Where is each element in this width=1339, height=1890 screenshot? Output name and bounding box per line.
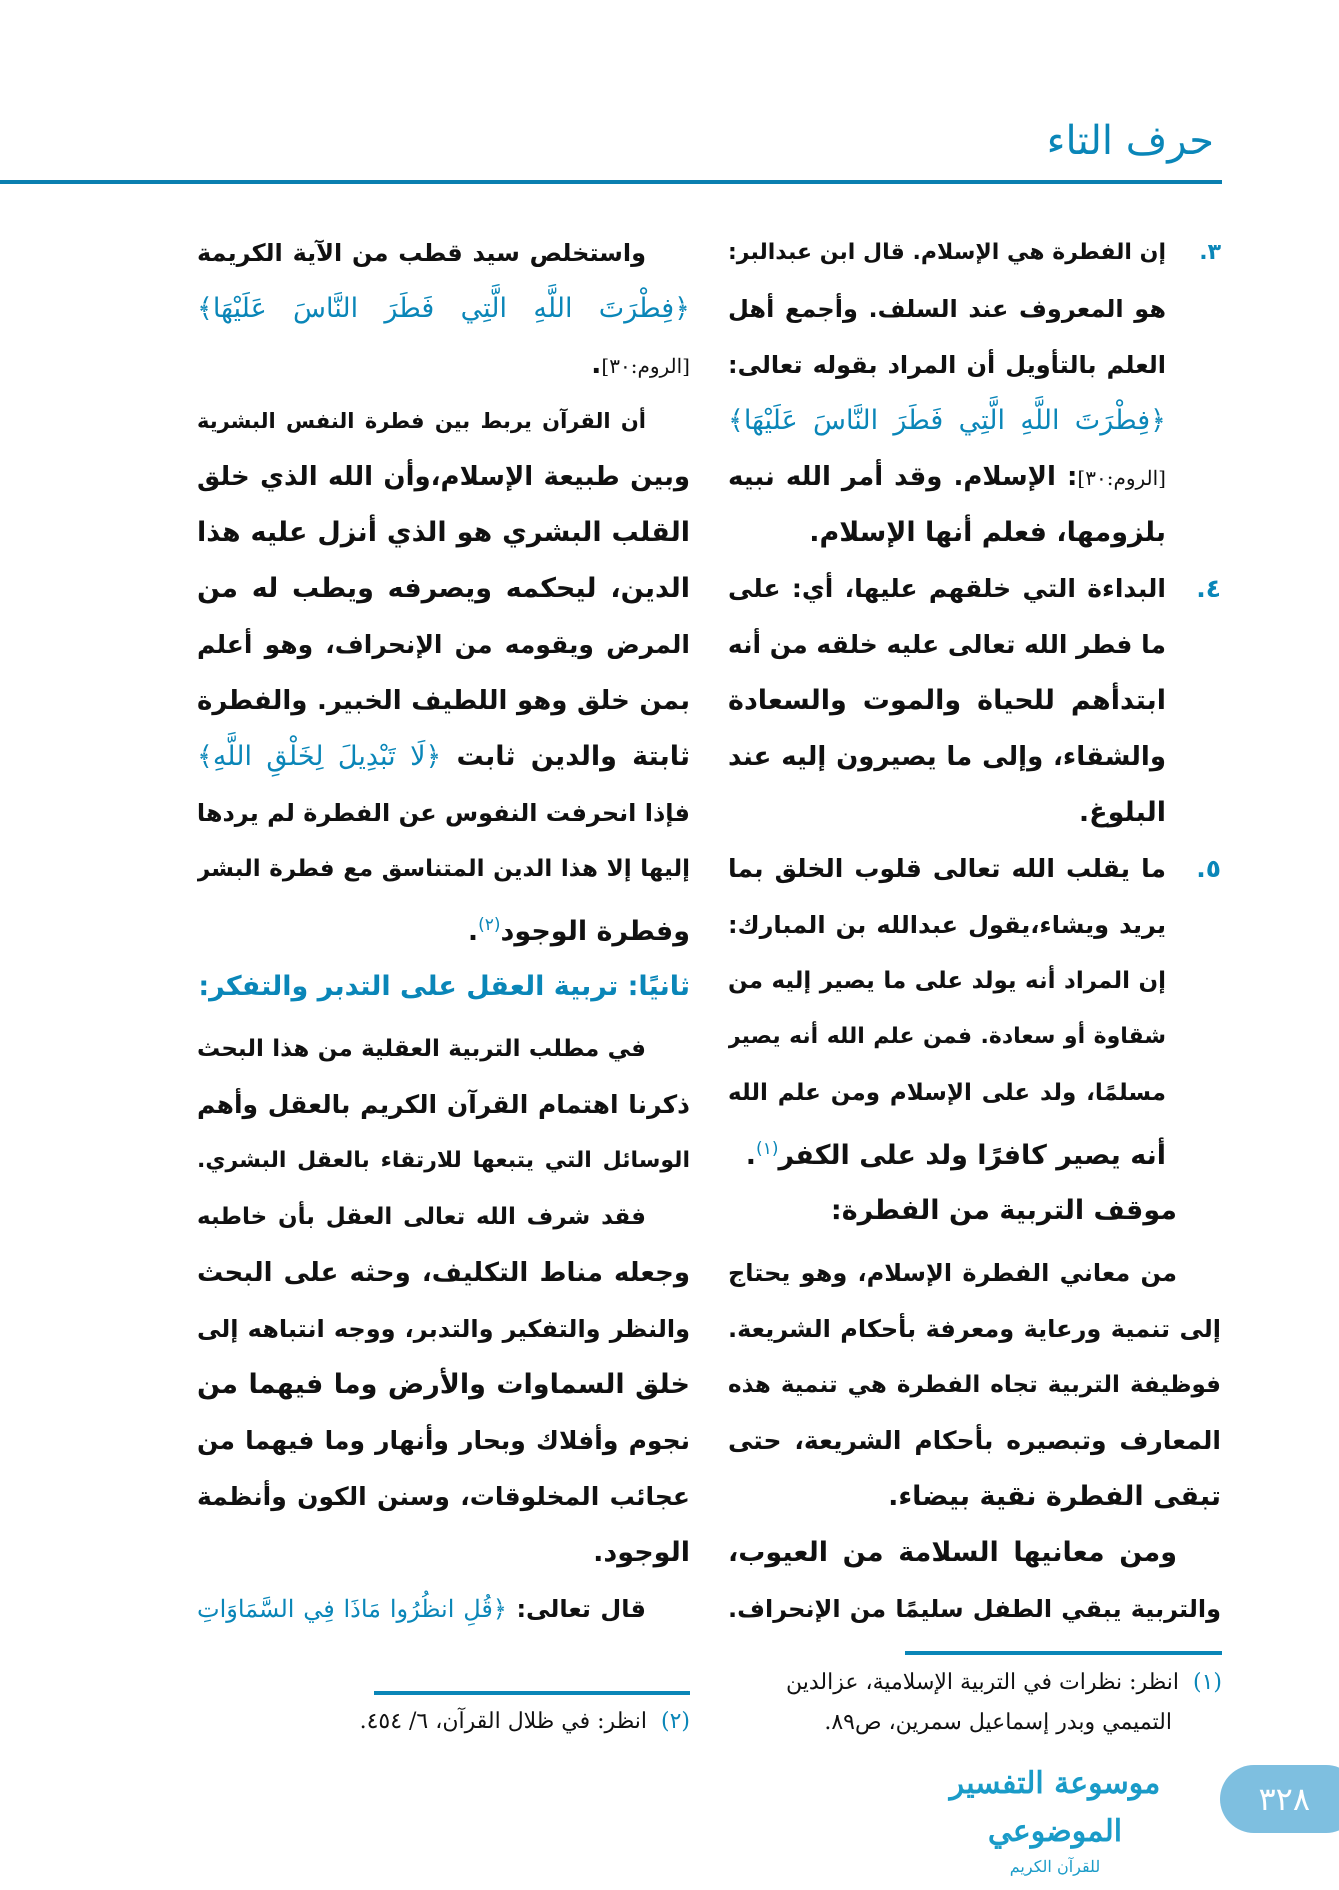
text-segment: وبين طبيعة الإسلام،وأن الله الذي خلق — [197, 462, 690, 492]
text-line — [728, 225, 1221, 281]
text-line — [197, 225, 690, 281]
text-segment: ثابتة والدين ثابت — [441, 741, 690, 772]
footnote-2 — [197, 1702, 690, 1742]
text-line — [197, 1413, 690, 1469]
text-segment: . — [467, 916, 479, 947]
text-segment: إلى تنمية ورعاية ومعرفة بأحكام الشريعة. — [728, 1315, 1221, 1343]
text-segment: إن المراد أنه يولد على ما يصير إليه من — [728, 968, 1166, 994]
text-line — [197, 1301, 690, 1357]
text-line — [197, 729, 690, 785]
verse-reference: [الروم:٣٠] — [601, 354, 690, 378]
text-line — [728, 449, 1221, 505]
text-line — [197, 1581, 690, 1637]
footnote-marker[interactable]: (٢) — [478, 915, 501, 935]
text-line — [728, 785, 1221, 841]
footnote-divider — [905, 1651, 1222, 1655]
text-line — [197, 1525, 690, 1581]
text-line — [728, 953, 1221, 1009]
text-segment: والنظر والتفكير والتدبر، ووجه انتباهه إلى — [197, 1315, 690, 1343]
logo-title: موسوعة التفسير الموضوعي — [949, 1766, 1161, 1849]
text-segment: فإذا انحرفت النفوس عن الفطرة لم يردها — [197, 799, 690, 827]
text-segment: في مطلب التربية العقلية من هذا البحث — [197, 1036, 646, 1062]
text-segment: المرض ويقومه من الإنحراف، وهو أعلم — [197, 630, 690, 659]
quran-verse: ﴿فِطْرَتَ اللَّهِ الَّتِي فَطَرَ النَّاسَ عَلَيْهَا﴾ — [728, 405, 1166, 436]
text-segment: يريد ويشاء،يقول عبدالله بن المبارك: — [728, 911, 1166, 939]
text-line — [728, 1525, 1221, 1581]
text-line — [197, 673, 690, 729]
text-segment: الدين، ليحكمه ويصرفه ويطب له من — [197, 573, 690, 604]
text-line — [197, 393, 690, 449]
text-line — [728, 337, 1221, 393]
text-segment: فوظيفة التربية تجاه الفطرة هي تنمية هذه — [728, 1372, 1221, 1398]
text-line — [197, 1189, 690, 1245]
logo-subtitle: للقرآن الكريم — [1009, 1857, 1101, 1876]
text-line — [728, 1065, 1221, 1121]
left-column — [197, 225, 690, 1637]
text-segment: ومن معانيها السلامة من العيوب، — [728, 1537, 1177, 1568]
text-line — [728, 1245, 1221, 1301]
text-line — [728, 841, 1221, 897]
footnote-text: التميمي وبدر إسماعيل سمرين، ص٨٩. — [824, 1710, 1172, 1735]
encyclopedia-logo — [930, 1760, 1180, 1876]
text-line — [728, 1009, 1221, 1065]
text-line — [197, 1357, 690, 1413]
footnote-text: انظر: نظرات في التربية الإسلامية، عزالدين — [786, 1670, 1179, 1695]
text-segment: : الإسلام. وقد أمر الله نبيه — [728, 462, 1078, 492]
footnote-text: انظر: في ظلال القرآن، ٦/ ٤٥٤. — [359, 1709, 647, 1734]
text-segment: أن القرآن يربط بين فطرة النفس البشرية — [197, 409, 646, 433]
text-line — [728, 1301, 1221, 1357]
text-line — [197, 617, 690, 673]
text-line — [728, 673, 1221, 729]
text-segment: ما فطر الله تعالى عليه خلقه من أنه — [728, 630, 1166, 659]
text-segment: البداءة التي خلقهم عليها، أي: على — [728, 574, 1166, 603]
text-segment: نجوم وأفلاك وبحار وأنهار وما فيهما من — [197, 1426, 690, 1455]
text-line — [197, 1077, 690, 1133]
text-segment: قال تعالى: — [506, 1595, 646, 1623]
text-line — [728, 281, 1221, 337]
text-segment: فقد شرف الله تعالى العقل بأن خاطبه — [197, 1204, 646, 1230]
text-line — [197, 505, 690, 561]
text-segment: ابتدأهم للحياة والموت والسعادة — [728, 685, 1166, 716]
text-line — [197, 897, 690, 953]
text-segment: ذكرنا اهتمام القرآن الكريم بالعقل وأهم — [197, 1090, 690, 1119]
text-line — [728, 897, 1221, 953]
text-line — [728, 393, 1221, 449]
footnote-marker[interactable]: (١) — [756, 1139, 779, 1159]
text-line — [197, 1245, 690, 1301]
text-line — [728, 617, 1221, 673]
text-segment: إليها إلا هذا الدين المتناسق مع فطرة البشر — [197, 856, 690, 882]
quran-verse: ﴿قُلِ انظُرُوا مَاذَا فِي السَّمَاوَاتِ — [197, 1595, 507, 1623]
text-line — [197, 281, 690, 337]
text-line — [197, 841, 690, 897]
text-segment: البلوغ. — [1078, 797, 1166, 828]
text-segment: عجائب المخلوقات، وسنن الكون وأنظمة — [197, 1482, 690, 1511]
list-number: ٥. — [1196, 854, 1221, 883]
text-segment: هو المعروف عند السلف. وأجمع أهل — [728, 295, 1166, 323]
text-segment: ما يقلب الله تعالى قلوب الخلق بما — [728, 854, 1166, 883]
text-segment: تبقى الفطرة نقية بيضاء. — [888, 1481, 1221, 1512]
text-segment: وجعله مناط التكليف، وحثه على البحث — [197, 1258, 690, 1288]
text-segment: موقف التربية من الفطرة: — [830, 1195, 1177, 1226]
text-segment: أنه يصير كافرًا ولد على الكفر — [778, 1140, 1166, 1171]
page-number: ٣٢٨ — [1220, 1765, 1339, 1833]
footnote-divider — [374, 1691, 690, 1695]
text-segment: بلزومها، فعلم أنها الإسلام. — [809, 517, 1166, 548]
text-line — [197, 337, 690, 393]
text-line — [197, 1469, 690, 1525]
text-segment: والتربية يبقي الطفل سليمًا من الإنحراف. — [728, 1595, 1221, 1623]
text-line — [728, 729, 1221, 785]
text-segment: من معاني الفطرة الإسلام، وهو يحتاج — [728, 1259, 1177, 1287]
text-segment: . — [591, 349, 602, 380]
text-line — [197, 561, 690, 617]
text-line — [197, 1021, 690, 1077]
text-line — [728, 1469, 1221, 1525]
chapter-title: حرف التاء — [1046, 118, 1214, 164]
right-column — [728, 225, 1221, 1637]
text-segment: بمن خلق وهو اللطيف الخبير. والفطرة — [197, 686, 690, 716]
text-segment: شقاوة أو سعادة. فمن علم الله أنه يصير — [728, 1024, 1166, 1049]
verse-reference: [الروم:٣٠] — [1077, 466, 1166, 490]
text-line — [197, 1133, 690, 1189]
text-segment: القلب البشري هو الذي أنزل عليه هذا — [197, 517, 690, 548]
text-segment: وفطرة الوجود — [500, 916, 690, 947]
text-segment: الوسائل التي يتبعها للارتقاء بالعقل البشري. — [197, 1148, 690, 1173]
section-heading — [197, 959, 690, 1015]
text-line — [728, 1413, 1221, 1469]
text-segment: العلم بالتأويل أن المراد بقوله تعالى: — [728, 351, 1166, 379]
text-segment: مسلمًا، ولد على الإسلام ومن علم الله — [728, 1080, 1166, 1106]
text-segment: الوجود. — [593, 1537, 690, 1568]
list-number: ٤. — [1196, 574, 1221, 603]
text-segment: ثانيًا: تربية العقل على التدبر والتفكر: — [198, 971, 690, 1002]
text-segment: . — [745, 1140, 757, 1171]
footnote-number: (٢) — [660, 1709, 690, 1734]
text-segment: والشقاء، وإلى ما يصيرون إليه عند — [728, 742, 1166, 772]
quran-verse: ﴿لَا تَبْدِيلَ لِخَلْقِ اللَّهِ﴾ — [197, 741, 442, 772]
text-line — [728, 561, 1221, 617]
text-segment: خلق السماوات والأرض وما فيهما من — [197, 1369, 690, 1400]
text-segment: واستخلص سيد قطب من الآية الكريمة — [197, 239, 646, 267]
list-number: ٣. — [1199, 240, 1221, 265]
quran-verse: ﴿فِطْرَتَ اللَّهِ الَّتِي فَطَرَ النَّاسَ عَلَيْهَا﴾ — [197, 293, 690, 324]
text-segment: المعارف وتبصيره بأحكام الشريعة، حتى — [728, 1426, 1221, 1455]
text-line — [728, 1121, 1221, 1177]
text-segment: إن الفطرة هي الإسلام. قال ابن عبدالبر: — [728, 240, 1166, 265]
text-line — [197, 449, 690, 505]
text-line — [197, 785, 690, 841]
header-divider — [0, 180, 1222, 184]
footnote-1 — [728, 1663, 1222, 1743]
footnote-number: (١) — [1192, 1670, 1222, 1695]
text-line — [728, 1581, 1221, 1637]
text-line — [728, 505, 1221, 561]
text-line — [728, 1357, 1221, 1413]
section-heading — [728, 1183, 1221, 1239]
